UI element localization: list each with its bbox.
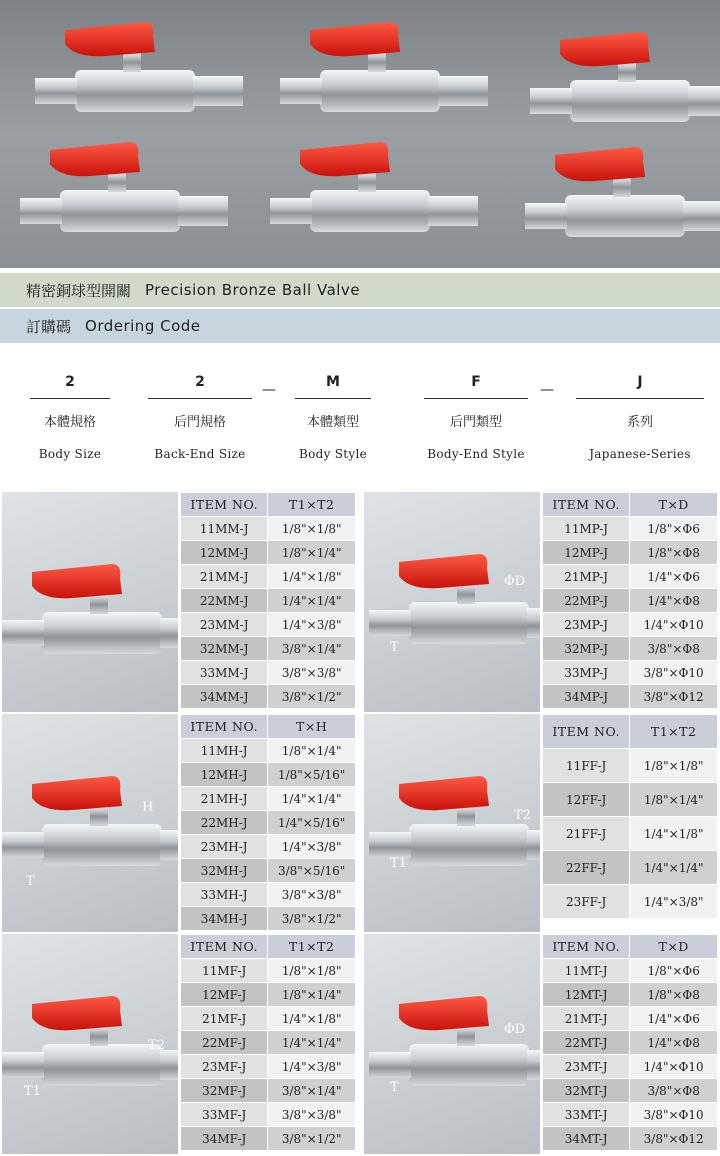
label-body-size-en: Body Size — [38, 447, 102, 461]
table-row — [181, 1007, 356, 1031]
dimension-label: T1 — [24, 1084, 41, 1099]
size-cell: 3/8"×Φ8 — [630, 637, 718, 661]
item-number-cell: 12FF-J — [543, 783, 630, 817]
table-row — [181, 739, 356, 763]
size-cell: 1/4"×Φ8 — [630, 1031, 718, 1055]
valve-photo-4 — [20, 142, 228, 232]
table-row — [181, 835, 356, 859]
code-underline — [30, 398, 110, 399]
code-body-end-style: F — [471, 374, 481, 390]
table-row — [543, 783, 718, 817]
size-cell: 1/4"×5/16" — [268, 811, 356, 835]
item-number-cell: 12MM-J — [181, 541, 268, 565]
item-number-cell: 21MP-J — [543, 565, 630, 589]
item-number-cell: 32MM-J — [181, 637, 268, 661]
size-cell: 3/8"×3/8" — [268, 1103, 356, 1127]
dimension-label: T — [390, 640, 399, 655]
item-number-cell: 32MT-J — [543, 1079, 630, 1103]
table-row — [543, 685, 718, 709]
item-number-cell: 11MH-J — [181, 739, 268, 763]
valve-photo-3 — [530, 32, 720, 122]
table-header-row — [181, 493, 356, 517]
table-row — [543, 1055, 718, 1079]
item-number-cell: 22MF-J — [181, 1031, 268, 1055]
table-row — [181, 661, 356, 685]
dimension-label: ΦD — [504, 574, 526, 589]
item-number-cell: 22FF-J — [543, 851, 630, 885]
size-cell: 1/8"×5/16" — [268, 763, 356, 787]
ordering-en: Ordering Code — [85, 317, 201, 335]
ordering-zh: 訂購碼 — [26, 317, 72, 336]
size-cell: 1/4"×1/4" — [268, 1031, 356, 1055]
spec-table-ff — [542, 714, 718, 919]
spec-table-mh — [180, 714, 356, 931]
valve-photo-6 — [525, 147, 720, 237]
code-dash: — — [540, 382, 554, 398]
dimension-label: T2 — [514, 808, 531, 823]
table-row — [181, 1079, 356, 1103]
title-zh: 精密銅球型開關 — [26, 281, 132, 300]
spec-table-mf — [180, 934, 356, 1151]
item-number-cell: 34MH-J — [181, 907, 268, 931]
size-cell: 1/8"×1/8" — [630, 749, 718, 783]
valve-photo-1 — [35, 22, 243, 112]
column-header-item-no: ITEM NO. — [181, 935, 268, 959]
table-header-row — [181, 715, 356, 739]
item-number-cell: 33MT-J — [543, 1103, 630, 1127]
label-body-end-style-en: Body-End Style — [427, 447, 525, 461]
item-number-cell: 11FF-J — [543, 749, 630, 783]
item-number-cell: 23MH-J — [181, 835, 268, 859]
table-row — [543, 749, 718, 783]
size-cell: 3/8"×Φ10 — [630, 1103, 718, 1127]
size-cell: 1/8"×1/4" — [268, 983, 356, 1007]
dimension-label: ΦD — [504, 1022, 526, 1037]
table-row — [543, 885, 718, 919]
code-body-style: M — [326, 374, 340, 390]
table-row — [181, 787, 356, 811]
valve-photo-group — [0, 0, 720, 268]
size-cell: 3/8"×1/4" — [268, 637, 356, 661]
table-header-row — [543, 493, 718, 517]
size-cell: 3/8"×1/4" — [268, 1079, 356, 1103]
size-cell: 3/8"×1/2" — [268, 1127, 356, 1151]
size-cell: 1/8"×Φ8 — [630, 541, 718, 565]
code-body-size: 2 — [65, 374, 75, 390]
size-cell: 3/8"×Φ12 — [630, 685, 718, 709]
table-row — [543, 517, 718, 541]
table-row — [181, 883, 356, 907]
table-row — [181, 907, 356, 931]
size-cell: 1/4"×1/8" — [268, 1007, 356, 1031]
label-series-en: Japanese-Series — [589, 447, 691, 461]
table-row — [181, 565, 356, 589]
size-cell: 1/4"×1/4" — [268, 787, 356, 811]
item-number-cell: 21MF-J — [181, 1007, 268, 1031]
item-number-cell: 32MP-J — [543, 637, 630, 661]
item-number-cell: 22MM-J — [181, 589, 268, 613]
code-underline — [424, 398, 528, 399]
item-number-cell: 12MP-J — [543, 541, 630, 565]
column-header-item-no: ITEM NO. — [543, 935, 630, 959]
table-row — [181, 589, 356, 613]
table-header-row — [543, 715, 718, 749]
column-header-size: T×D — [630, 935, 718, 959]
table-row — [543, 1031, 718, 1055]
code-underline — [295, 398, 371, 399]
table-row — [543, 661, 718, 685]
code-dash: — — [262, 382, 276, 398]
size-cell: 1/8"×1/8" — [268, 517, 356, 541]
size-cell: 1/4"×3/8" — [268, 835, 356, 859]
item-number-cell: 12MH-J — [181, 763, 268, 787]
title-band — [0, 273, 720, 307]
product-photo-mh — [2, 714, 178, 932]
table-row — [181, 685, 356, 709]
table-row — [181, 1103, 356, 1127]
table-row — [543, 959, 718, 983]
label-series-zh: 系列 — [626, 415, 653, 430]
product-photo-mp — [364, 492, 540, 712]
item-number-cell: 23MM-J — [181, 613, 268, 637]
size-cell: 1/4"×1/4" — [268, 589, 356, 613]
size-cell: 3/8"×Φ12 — [630, 1127, 718, 1151]
code-underline — [148, 398, 252, 399]
table-row — [543, 637, 718, 661]
size-cell: 1/4"×1/4" — [630, 851, 718, 885]
dimension-label: T — [26, 874, 35, 889]
size-cell: 3/8"×1/2" — [268, 685, 356, 709]
table-row — [543, 589, 718, 613]
table-row — [543, 1079, 718, 1103]
valve-photo-2 — [280, 22, 488, 112]
item-number-cell: 34MF-J — [181, 1127, 268, 1151]
table-row — [181, 1127, 356, 1151]
table-header-row — [543, 935, 718, 959]
size-cell: 3/8"×5/16" — [268, 859, 356, 883]
size-cell: 1/8"×Φ6 — [630, 959, 718, 983]
table-row — [181, 517, 356, 541]
column-header-size: T1×T2 — [268, 935, 356, 959]
product-photo-mt — [364, 934, 540, 1154]
size-cell: 1/8"×1/8" — [268, 959, 356, 983]
item-number-cell: 21FF-J — [543, 817, 630, 851]
spec-table-mp — [542, 492, 718, 709]
size-cell: 3/8"×3/8" — [268, 883, 356, 907]
product-photo-mf — [2, 934, 178, 1154]
item-number-cell: 11MP-J — [543, 517, 630, 541]
column-header-size: T1×T2 — [268, 493, 356, 517]
column-header-size: T1×T2 — [630, 715, 718, 749]
table-row — [181, 1031, 356, 1055]
size-cell: 3/8"×3/8" — [268, 661, 356, 685]
size-cell: 1/4"×Φ10 — [630, 1055, 718, 1079]
code-back-end-size: 2 — [195, 374, 205, 390]
hero-product-photo — [0, 0, 720, 268]
valve-photo-5 — [270, 142, 478, 232]
table-row — [181, 983, 356, 1007]
table-row — [543, 613, 718, 637]
item-number-cell: 12MT-J — [543, 983, 630, 1007]
table-row — [181, 811, 356, 835]
column-header-size: T×H — [268, 715, 356, 739]
dimension-label: T1 — [390, 856, 407, 871]
label-body-size-zh: 本體規格 — [43, 415, 96, 430]
table-row — [181, 637, 356, 661]
size-cell: 1/4"×3/8" — [268, 613, 356, 637]
item-number-cell: 21MM-J — [181, 565, 268, 589]
item-number-cell: 34MM-J — [181, 685, 268, 709]
product-photo-mm — [2, 492, 178, 712]
item-number-cell: 23FF-J — [543, 885, 630, 919]
size-cell: 1/4"×1/8" — [268, 565, 356, 589]
item-number-cell: 22MT-J — [543, 1031, 630, 1055]
size-cell: 1/8"×1/4" — [268, 541, 356, 565]
size-cell: 1/8"×1/4" — [630, 783, 718, 817]
size-cell: 1/8"×Φ6 — [630, 517, 718, 541]
column-header-item-no: ITEM NO. — [181, 715, 268, 739]
size-cell: 3/8"×Φ10 — [630, 661, 718, 685]
item-number-cell: 23MT-J — [543, 1055, 630, 1079]
item-number-cell: 21MT-J — [543, 1007, 630, 1031]
spec-table-mt — [542, 934, 718, 1151]
item-number-cell: 22MP-J — [543, 589, 630, 613]
size-cell: 1/4"×Φ8 — [630, 589, 718, 613]
item-number-cell: 11MT-J — [543, 959, 630, 983]
item-number-cell: 32MH-J — [181, 859, 268, 883]
item-number-cell: 34MP-J — [543, 685, 630, 709]
spec-table-mm — [180, 492, 356, 709]
item-number-cell: 32MF-J — [181, 1079, 268, 1103]
table-row — [543, 541, 718, 565]
size-cell: 3/8"×Φ8 — [630, 1079, 718, 1103]
table-row — [181, 763, 356, 787]
table-row — [543, 1127, 718, 1151]
item-number-cell: 12MF-J — [181, 983, 268, 1007]
table-row — [543, 817, 718, 851]
table-row — [543, 983, 718, 1007]
table-row — [181, 1055, 356, 1079]
item-number-cell: 23MF-J — [181, 1055, 268, 1079]
product-photo-ff — [364, 714, 540, 932]
dimension-label: H — [142, 800, 154, 815]
item-number-cell: 34MT-J — [543, 1127, 630, 1151]
label-body-style-zh: 本體類型 — [306, 415, 359, 430]
column-header-size: T×D — [630, 493, 718, 517]
table-row — [181, 613, 356, 637]
table-header-row — [181, 935, 356, 959]
size-cell: 1/4"×Φ10 — [630, 613, 718, 637]
item-number-cell: 22MH-J — [181, 811, 268, 835]
code-underline — [576, 398, 704, 399]
item-number-cell: 11MF-J — [181, 959, 268, 983]
table-row — [181, 541, 356, 565]
size-cell: 1/4"×1/8" — [630, 817, 718, 851]
label-back-end-size-zh: 后門規格 — [173, 415, 226, 430]
table-row — [543, 1103, 718, 1127]
label-back-end-size-en: Back-End Size — [154, 447, 246, 461]
label-body-style-en: Body Style — [298, 447, 368, 461]
column-header-item-no: ITEM NO. — [543, 493, 630, 517]
item-number-cell: 21MH-J — [181, 787, 268, 811]
column-header-item-no: ITEM NO. — [543, 715, 630, 749]
size-cell: 1/4"×Φ6 — [630, 1007, 718, 1031]
table-row — [543, 565, 718, 589]
code-series: J — [637, 374, 643, 390]
table-row — [181, 859, 356, 883]
item-number-cell: 11MM-J — [181, 517, 268, 541]
title-en: Precision Bronze Ball Valve — [145, 281, 361, 299]
table-row — [181, 959, 356, 983]
size-cell: 1/8"×Φ8 — [630, 983, 718, 1007]
size-cell: 3/8"×1/2" — [268, 907, 356, 931]
item-number-cell: 23MP-J — [543, 613, 630, 637]
dimension-label: T — [390, 1080, 399, 1095]
size-cell: 1/4"×3/8" — [268, 1055, 356, 1079]
item-number-cell: 33MF-J — [181, 1103, 268, 1127]
dimension-label: T2 — [148, 1038, 165, 1053]
table-row — [543, 851, 718, 885]
size-cell: 1/4"×Φ6 — [630, 565, 718, 589]
item-number-cell: 33MH-J — [181, 883, 268, 907]
table-row — [543, 1007, 718, 1031]
item-number-cell: 33MP-J — [543, 661, 630, 685]
ordering-band — [0, 309, 720, 343]
label-body-end-style-zh: 后門類型 — [449, 415, 502, 430]
size-cell: 1/4"×3/8" — [630, 885, 718, 919]
size-cell: 1/8"×1/4" — [268, 739, 356, 763]
column-header-item-no: ITEM NO. — [181, 493, 268, 517]
item-number-cell: 33MM-J — [181, 661, 268, 685]
